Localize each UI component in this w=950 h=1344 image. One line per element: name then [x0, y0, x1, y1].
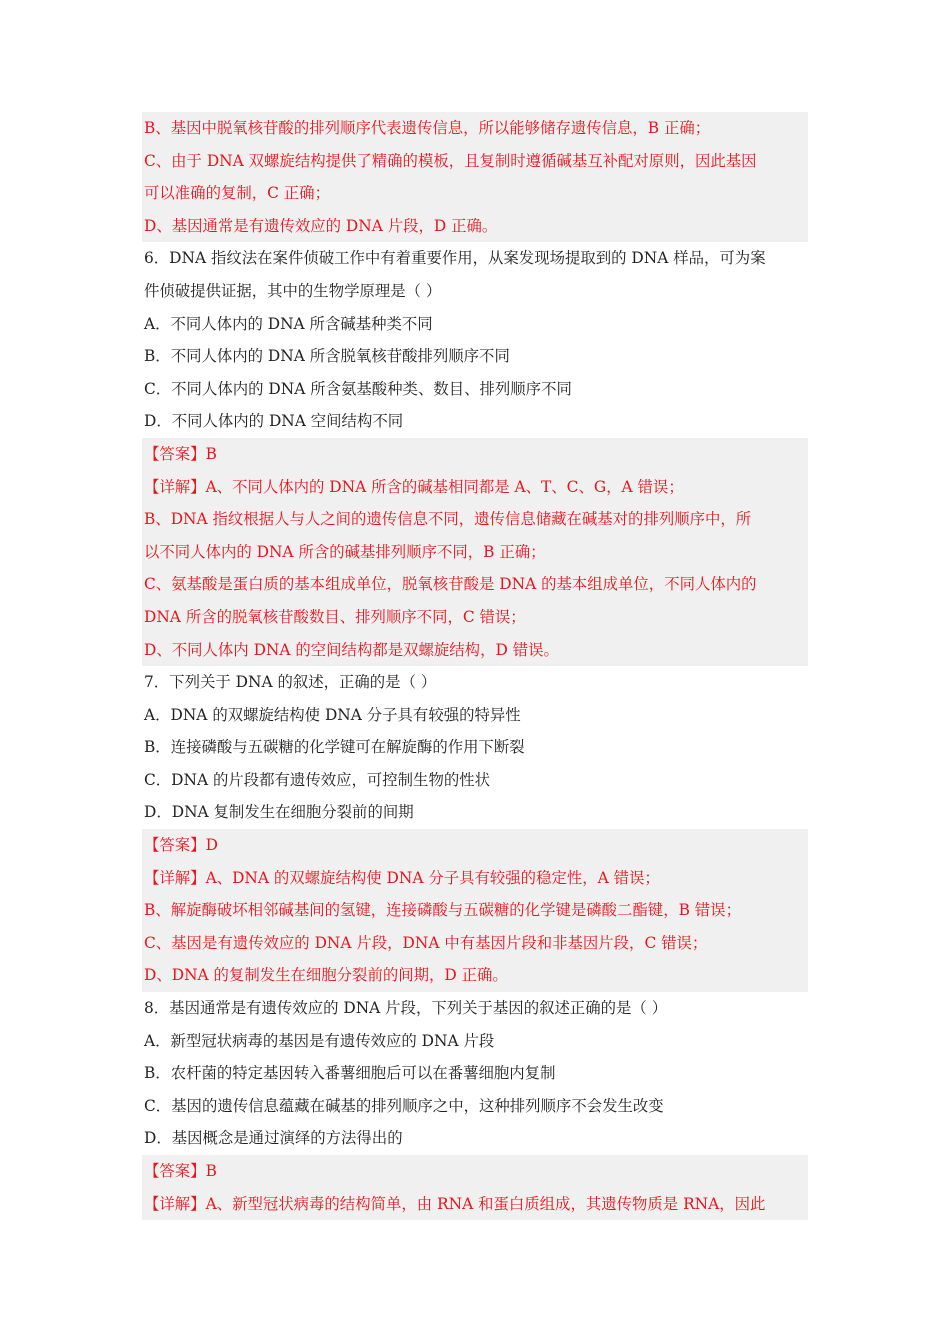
explanation-line: D、不同人体内 DNA 的空间结构都是双螺旋结构，D 错误。	[142, 634, 808, 667]
option-d: D．DNA 复制发生在细胞分裂前的间期	[144, 803, 414, 822]
option-c: C．DNA 的片段都有遗传效应，可控制生物的性状	[144, 770, 491, 789]
option-b: B．连接磷酸与五碳糖的化学键可在解旋酶的作用下断裂	[144, 738, 525, 757]
option-b: B．不同人体内的 DNA 所含脱氧核苷酸排列顺序不同	[144, 347, 510, 366]
question-stem: 件侦破提供证据，其中的生物学原理是（ ）	[144, 281, 442, 300]
explanation-line: 【详解】A、新型冠状病毒的结构简单，由 RNA 和蛋白质组成，其遗传物质是 RNA，因此	[142, 1188, 808, 1221]
option-a: A．新型冠状病毒的基因是有遗传效应的 DNA 片段	[144, 1031, 495, 1050]
answer-label: 【答案】D	[142, 829, 808, 862]
option-a: A．DNA 的双螺旋结构使 DNA 分子具有较强的特异性	[144, 705, 521, 724]
explanation-line: 【详解】A、不同人体内的 DNA 所含的碱基相同都是 A、T、C、G，A 错误；	[142, 471, 808, 504]
explanation-line: C、基因是有遗传效应的 DNA 片段，DNA 中有基因片段和非基因片段，C 错误；	[142, 927, 808, 960]
explanation-line: B、解旋酶破坏相邻碱基间的氢键，连接磷酸与五碳糖的化学键是磷酸二酯键，B 错误；	[142, 894, 808, 927]
explanation-line: 可以准确的复制，C 正确；	[142, 177, 808, 210]
explanation-line: C、由于 DNA 双螺旋结构提供了精确的模板，且复制时遵循碱基互补配对原则，因此基因	[142, 145, 808, 178]
explanation-line: D、基因通常是有遗传效应的 DNA 片段，D 正确。	[142, 210, 808, 243]
explanation-line: D、DNA 的复制发生在细胞分裂前的间期，D 正确。	[142, 959, 808, 992]
question-7	[142, 666, 808, 992]
question-6	[142, 242, 808, 666]
answer-label: 【答案】B	[142, 1155, 808, 1188]
explanation-line: 以不同人体内的 DNA 所含的碱基排列顺序不同，B 正确；	[142, 536, 808, 569]
option-c: C．不同人体内的 DNA 所含氨基酸种类、数目、排列顺序不同	[144, 379, 572, 398]
document-content	[142, 112, 808, 1220]
option-c: C．基因的遗传信息蕴藏在碱基的排列顺序之中，这种排列顺序不会发生改变	[144, 1096, 664, 1115]
explanation-line: DNA 所含的脱氧核苷酸数目、排列顺序不同，C 错误；	[142, 601, 808, 634]
option-b: B．农杆菌的特定基因转入番薯细胞后可以在番薯细胞内复制	[144, 1064, 556, 1083]
explanation-line: B、DNA 指纹根据人与人之间的遗传信息不同，遗传信息储藏在碱基对的排列顺序中，所	[142, 503, 808, 536]
option-d: D．基因概念是通过演绎的方法得出的	[144, 1129, 403, 1148]
answer-block	[142, 829, 808, 992]
option-a: A．不同人体内的 DNA 所含碱基种类不同	[144, 314, 433, 333]
explanation-line: B、基因中脱氧核苷酸的排列顺序代表遗传信息，所以能够储存遗传信息，B 正确；	[142, 112, 808, 145]
explanation-line: 【详解】A、DNA 的双螺旋结构使 DNA 分子具有较强的稳定性，A 错误；	[142, 862, 808, 895]
continued-explanation	[142, 112, 808, 242]
question-stem: 7．下列关于 DNA 的叙述，正确的是（ ）	[144, 673, 437, 692]
question-stem: 6．DNA 指纹法在案件侦破工作中有着重要作用，从案发现场提取到的 DNA 样品，可为案	[144, 249, 766, 268]
option-d: D．不同人体内的 DNA 空间结构不同	[144, 412, 404, 431]
answer-block	[142, 1155, 808, 1220]
question-stem: 8．基因通常是有遗传效应的 DNA 片段，下列关于基因的叙述正确的是（ ）	[144, 999, 668, 1018]
explanation-line: C、氨基酸是蛋白质的基本组成单位，脱氧核苷酸是 DNA 的基本组成单位，不同人体内的	[142, 568, 808, 601]
answer-label: 【答案】B	[142, 438, 808, 471]
question-8	[142, 992, 808, 1220]
answer-block	[142, 438, 808, 666]
